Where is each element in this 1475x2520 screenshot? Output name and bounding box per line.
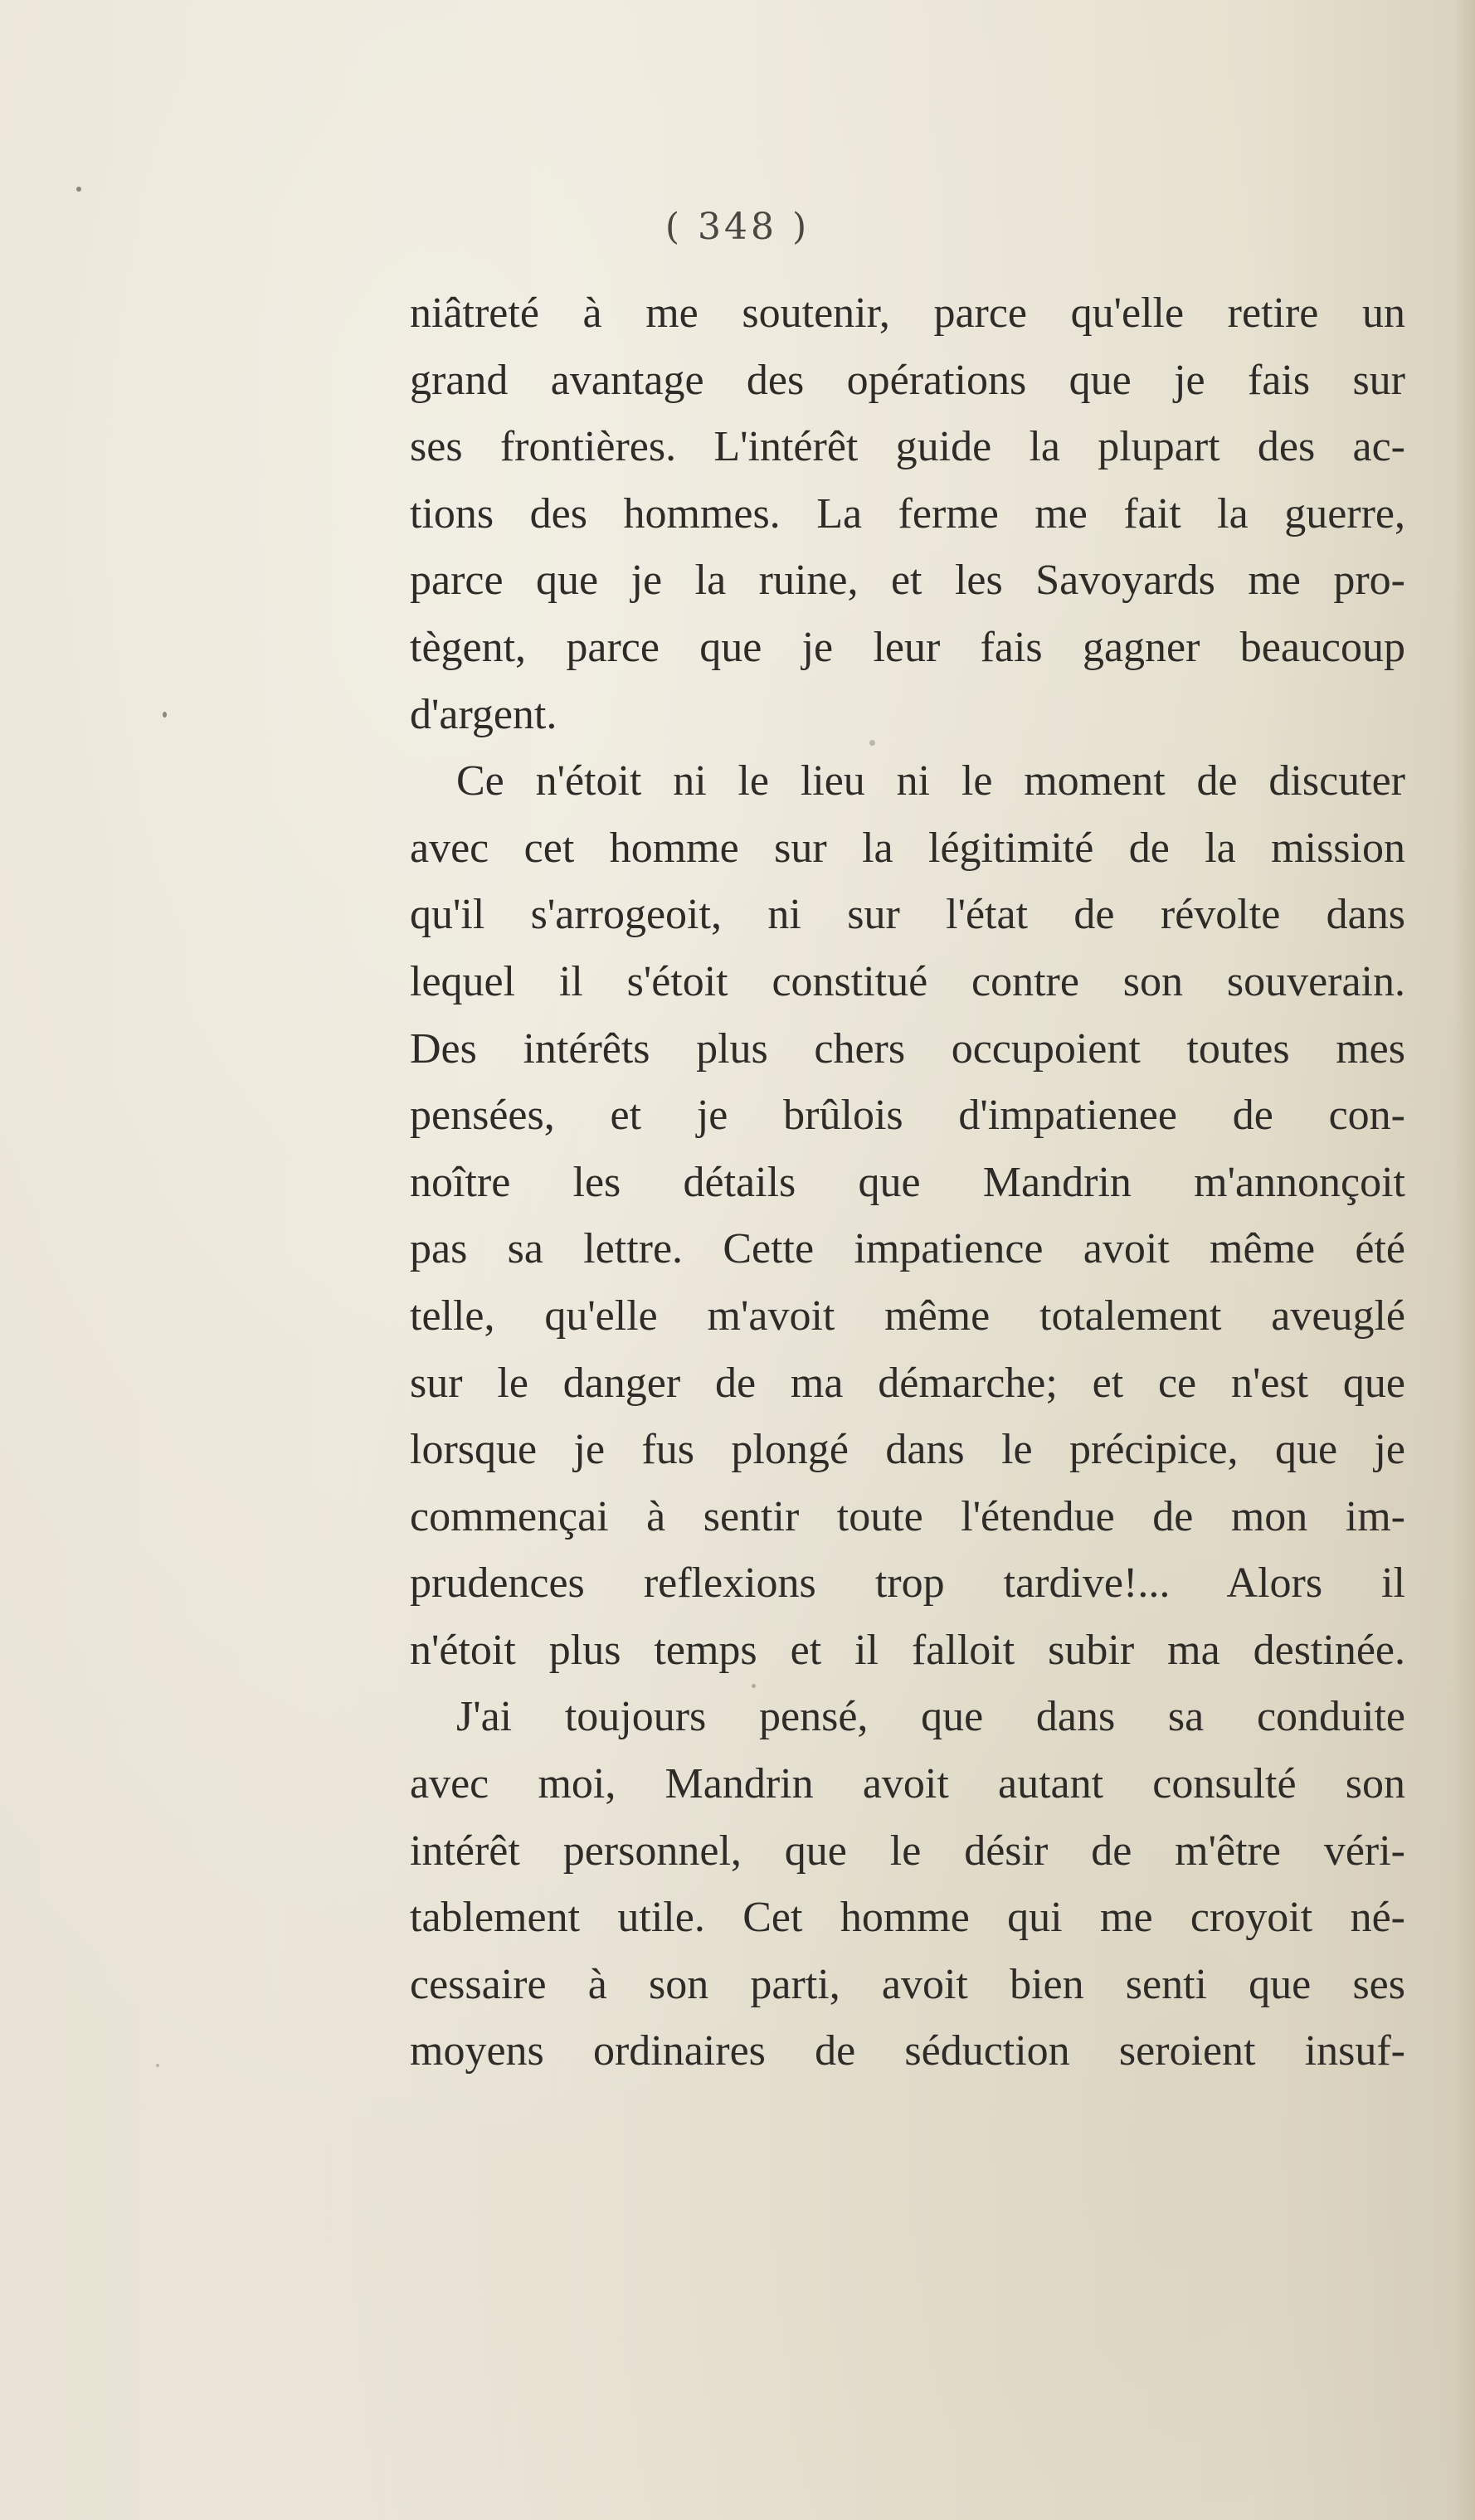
text-line: lequel il s'étoit constitué contre son souverain. <box>410 957 1405 1005</box>
text-line: telle, qu'elle m'avoit même totalement aveuglé <box>410 1292 1405 1340</box>
text-line: commençai à sentir toute l'étendue de mon im- <box>410 1492 1405 1540</box>
text-line: grand avantage des opérations que je fais sur <box>410 356 1405 404</box>
body-text <box>410 280 1405 2085</box>
text-line: prudences reflexions trop tardive!... Alors il <box>410 1559 1405 1608</box>
text-line: pensées, et je brûlois d'impatienee de con- <box>410 1092 1405 1140</box>
text-line: d'argent. <box>410 690 557 738</box>
text-line: noître les détails que Mandrin m'annonçoit <box>410 1158 1405 1206</box>
text-line: Des intérêts plus chers occupoient toutes mes <box>410 1024 1405 1073</box>
text-line: tègent, parce que je leur fais gagner beaucoup <box>410 623 1405 671</box>
text-line: sur le danger de ma démarche; et ce n'est que <box>410 1359 1405 1407</box>
text-line: ses frontières. L'intérêt guide la plupart des ac- <box>410 423 1405 471</box>
text-line: cessaire à son parti, avoit bien senti que ses <box>410 1960 1405 2008</box>
text-line: avec moi, Mandrin avoit autant consulté son <box>410 1760 1405 1808</box>
text-line: avec cet homme sur la légitimité de la mission <box>410 824 1405 872</box>
paper-speck <box>76 187 81 192</box>
page-number: ( 348 ) <box>664 206 811 248</box>
paper-speck <box>156 2064 159 2067</box>
text-line: Ce n'étoit ni le lieu ni le moment de discuter <box>456 757 1405 805</box>
text-line: pas sa lettre. Cette impatience avoit même été <box>410 1225 1405 1273</box>
text-line: parce que je la ruine, et les Savoyards me pro- <box>410 557 1405 605</box>
text-line: moyens ordinaires de séduction seroient insuf- <box>410 2027 1405 2075</box>
paper-speck <box>163 712 167 718</box>
text-line: tablement utile. Cet homme qui me croyoit né- <box>410 1894 1405 1942</box>
text-line: qu'il s'arrogeoit, ni sur l'état de révolte dans <box>410 891 1405 939</box>
text-line: n'étoit plus temps et il falloit subir ma destinée. <box>410 1626 1405 1674</box>
text-line: niâtreté à me soutenir, parce qu'elle retire un <box>410 289 1405 337</box>
text-line: J'ai toujours pensé, que dans sa conduite <box>456 1693 1405 1741</box>
text-line: tions des hommes. La ferme me fait la guerre, <box>410 489 1405 538</box>
text-line: lorsque je fus plongé dans le précipice, que je <box>410 1426 1405 1474</box>
text-line: intérêt personnel, que le désir de m'être véri- <box>410 1827 1405 1875</box>
page-edge-shadow <box>1453 0 1475 2520</box>
